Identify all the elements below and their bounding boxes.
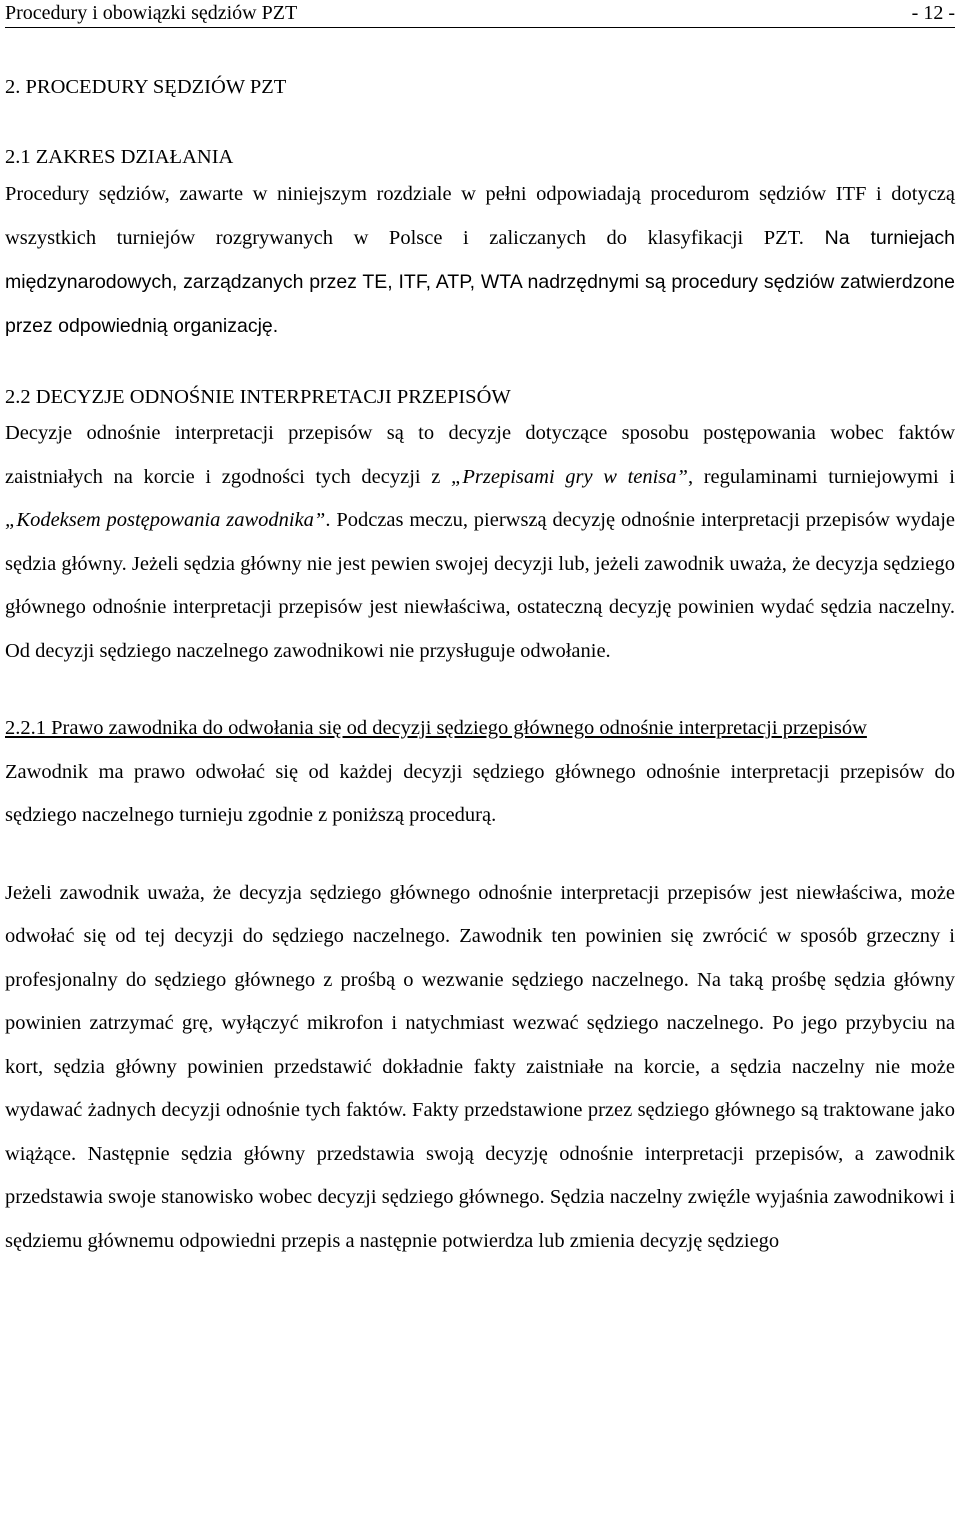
section-2-1 — [5, 142, 955, 348]
section-paragraph: Jeżeli zawodnik uważa, że decyzja sędziego głównego odnośnie interpretacji przepisów jest niewłaściwa, może odwołać się od tej decyzji do sędziego naczelnego. Zawodnik ten powinien się zwrócić w sposób grzeczny i profesjonalny do sędziego głównego z prośbą o wezwanie sędziego naczelnego. Na taką prośbę sędzia główny powinien zatrzymać grę, wyłączyć mikrofon i natychmiast wezwać sędziego naczelnego. Po jego przybyciu na kort, sędzia główny powinien przedstawić dokładnie fakty zaistniałe na korcie, a sędzia naczelny nie może wydawać żadnych decyzji odnośnie tych faktów. Fakty przedstawione przez sędziego głównego są traktowane jako wiążące. Następnie sędzia główny przedstawia swoją decyzję odnośnie interpretacji przepisów, a zawodnik przedstawia swoje stanowisko wobec decyzji sędziego głównego. Sędzia naczelny zwięźle wyjaśnia zawodnikowi i sędziemu głównemu odpowiedni przepis a następnie potwierdza lub zmienia decyzję sędziego — [5, 881, 955, 1252]
section-paragraph — [5, 172, 955, 348]
chapter-title: 2. PROCEDURY SĘDZIÓW PZT — [5, 76, 287, 98]
paragraph-text: , regulaminami turniejowymi i — [687, 465, 956, 488]
header-title: Procedury i obowiązki sędziów PZT — [5, 2, 298, 24]
section-heading: 2.1 ZAKRES DZIAŁANIA — [5, 146, 234, 168]
paragraph-text-sans: Na turniejach międzynarodowych, zarządzanych przez TE, ITF, ATP, WTA nadrzędnymi są procedury sędziów zatwierdzone przez odpowiednią organizację. — [5, 227, 955, 337]
paragraph-text: Decyzje odnośnie interpretacji przepisów są to decyzje dotyczące sposobu postępowania wobec faktów zaistniałych na korcie i zgodności tych decyzji z — [5, 422, 955, 488]
page-header — [5, 0, 955, 28]
code-reference: „Kodeksem postępowania zawodnika” — [5, 509, 326, 531]
rules-reference: „Przepisami gry w tenisa” — [451, 465, 688, 488]
section-2-2 — [5, 382, 955, 673]
page-number: - 12 - — [911, 2, 955, 24]
paragraph-text: . Podczas meczu, pierwszą decyzję odnośnie interpretacji przepisów wydaje sędzia główny. Jeżeli sędzia główny nie jest pewien swojej decyzji lub, jeżeli zawodnik uważa, że decyzja sędziego głównego odnośnie interpretacji przepisów jest niewłaściwa, ostateczną decyzję powinien wydać sędzia naczelny. Od decyzji sędziego naczelnego zawodnikowi nie przysługuje odwołanie. — [5, 509, 955, 662]
section-paragraph — [5, 412, 955, 673]
paragraph-text: Procedury sędziów, zawarte w niniejszym rozdziale w pełni odpowiadają procedurom sędziów ITF i dotyczą wszystkich turniejów rozgrywanych w Polsce i zaliczanych do klasyfikacji PZT. — [5, 183, 955, 249]
section-heading: 2.2 DECYZJE ODNOŚNIE INTERPRETACJI PRZEPISÓW — [5, 386, 511, 408]
document-page — [5, 0, 955, 1263]
subsection-heading: 2.2.1 Prawo zawodnika do odwołania się od decyzji sędziego głównego odnośnie interpretacji przepisów — [5, 717, 867, 739]
section-2-2-1 — [5, 707, 955, 1263]
section-paragraph: Zawodnik ma prawo odwołać się od każdej decyzji sędziego głównego odnośnie interpretacji przepisów do sędziego naczelnego turnieju zgodnie z poniższą procedurą. — [5, 760, 955, 826]
